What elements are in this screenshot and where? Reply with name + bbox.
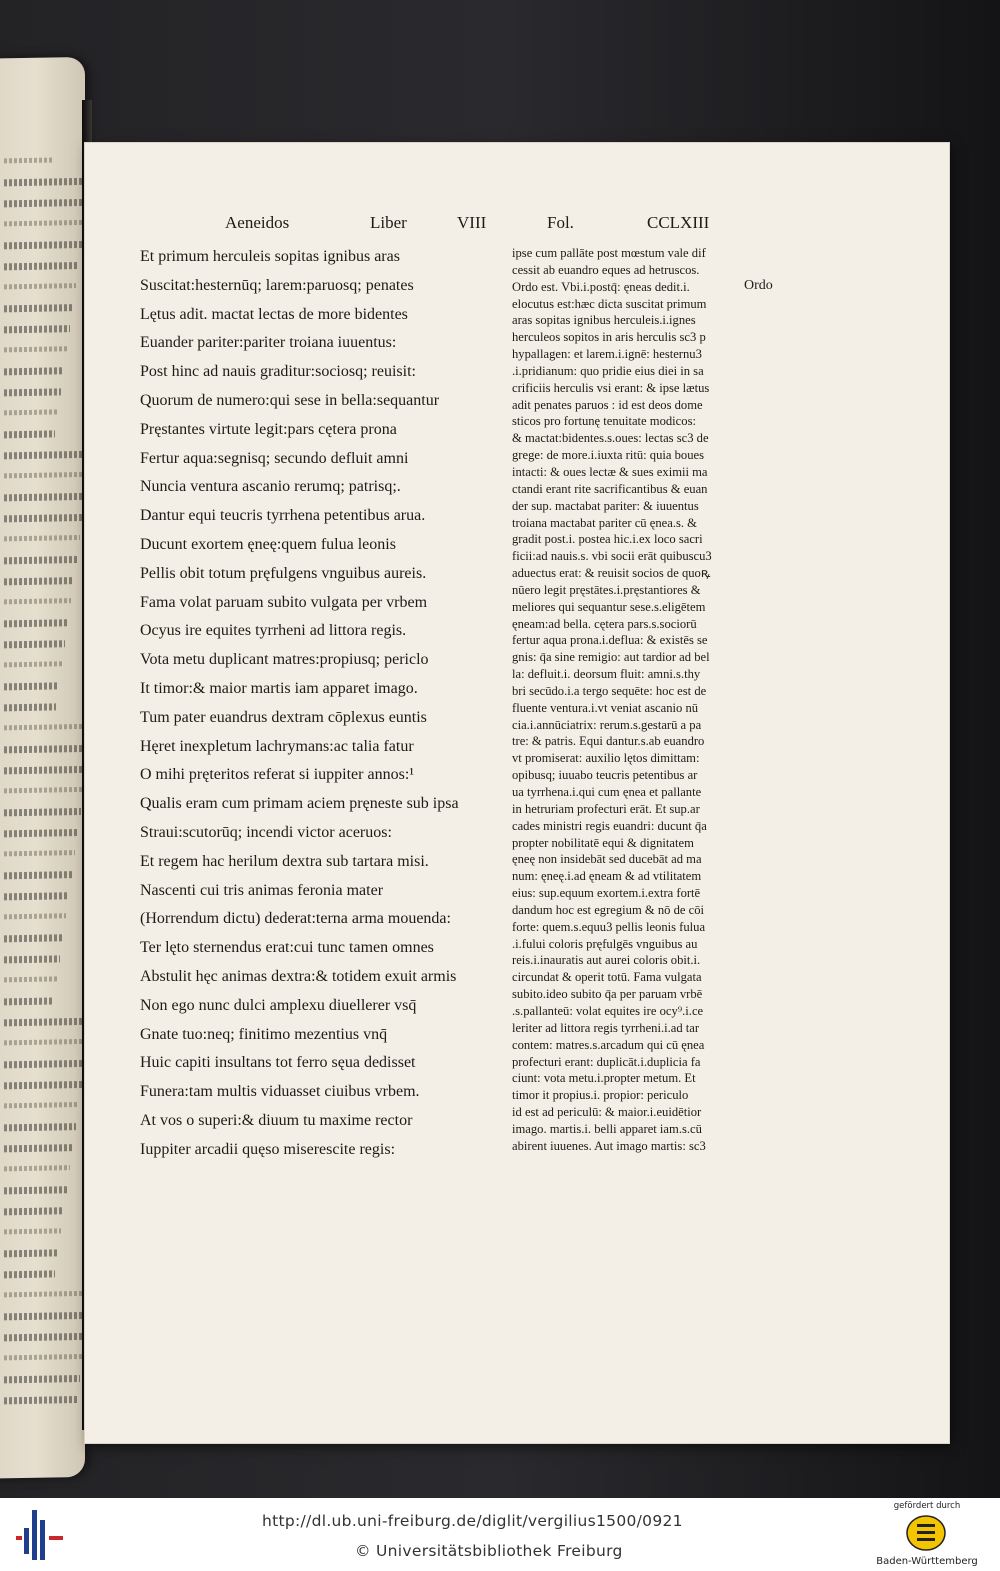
- facing-page-text-fragment: [4, 934, 63, 942]
- facing-page-text-fragment: [4, 766, 87, 774]
- facing-page-text-fragment: [4, 1312, 89, 1320]
- commentary-line: in hetruriam profecturi erāt. Et sup.ar: [512, 801, 700, 816]
- commentary-line: ficii:ad nauis.s. vbi socii erāt quibuscu3: [512, 549, 712, 564]
- verse-line: Fertur aqua:segnisq; secundo defluit amni: [140, 449, 409, 467]
- facing-page-text-fragment: [4, 514, 83, 522]
- facing-page-text-fragment: [4, 640, 65, 648]
- verse-line: O mihi pręteritos referat si iuppiter annos:¹: [140, 766, 415, 784]
- facing-page-text-fragment: [4, 703, 56, 711]
- facing-page-text-fragment: [4, 955, 60, 963]
- facing-page-text-fragment: [4, 241, 82, 249]
- commentary-line: ctandi erant rite sacrificantibus & euan: [512, 481, 708, 496]
- verse-line: Et primum herculeis sopitas ignibus aras: [140, 248, 400, 265]
- facing-page-text-fragment: [4, 199, 88, 207]
- commentary-line: adit penates paruos : id est deos dome: [512, 397, 703, 412]
- header-folio-number: CCLXIII: [647, 213, 710, 232]
- verse-line: Gnate tuo:neq; finitimo mezentius vnq̄: [140, 1025, 388, 1043]
- facing-page-text-fragment: [4, 493, 86, 501]
- verse-line: Hęret inexpletum lachrymans:ac talia fatur: [140, 737, 414, 755]
- verse-line: Ter lęto sternendus erat:cui tunc tamen omnes: [140, 939, 434, 957]
- facing-page-text-fragment: [4, 472, 89, 478]
- commentary-line: circundat & operit totū. Fama vulgata: [512, 970, 702, 985]
- verse-column: [140, 243, 500, 1165]
- facing-page-text-fragment: [4, 556, 77, 564]
- verse-line: Nuncia ventura ascanio rerumq; patrisq;.: [140, 478, 401, 496]
- facing-page-text-fragment: [4, 283, 76, 289]
- facing-page-text-fragment: [4, 682, 59, 690]
- commentary-line: tre: & patris. Equi dantur.s.ab euandro: [512, 734, 705, 749]
- verse-line: Quorum de numero:qui sese in bella:sequantur: [140, 391, 440, 409]
- verse-line: Lętus adit. mactat lectas de more bidentes: [140, 305, 408, 323]
- facing-page-text-fragment: [4, 1144, 73, 1152]
- commentary-line: ipse cum pallāte post mœstum vale dif: [512, 246, 706, 260]
- facing-page-text-fragment: [4, 892, 69, 900]
- verse-line: Qualis eram cum primam aciem pręneste sub ipsa: [140, 795, 459, 813]
- header-book-number: VIII: [457, 213, 487, 232]
- header-liber: Liber: [370, 213, 407, 232]
- commentary-line: id est ad periculū: & maior.i.euidētior: [512, 1105, 702, 1120]
- commentary-line: ęneam:ad bella. cętera pars.s.sociorū: [512, 616, 697, 631]
- copyright-notice: © Universitätsbibliothek Freiburg: [355, 1542, 623, 1560]
- facing-page-text-fragment: [4, 1291, 92, 1298]
- commentary-line: hypallagen: et larem.i.ignē: hesternu3: [512, 347, 702, 362]
- book-page: [85, 143, 949, 1443]
- commentary-line: num: ęneę.i.ad ęneam & ad vtilitatem: [512, 869, 702, 884]
- commentary-line: imago. martis.i. belli apparet iam.s.cū: [512, 1121, 702, 1136]
- facing-page-text-fragment: [4, 430, 55, 438]
- commentary-line: .i.fului coloris pręfulgēs vnguibus au: [512, 936, 698, 951]
- facing-page-text-fragment: [4, 1270, 55, 1278]
- facing-page-text-fragment: [4, 157, 54, 163]
- commentary-line: grege: de more.i.iuxta ritū: quia boues: [512, 448, 704, 463]
- facing-page-text-fragment: [4, 262, 79, 270]
- commentary-line: Ordo est. Vbi.i.postq̄: ęneas dedit.i.: [512, 279, 690, 294]
- facing-page-text-fragment: [4, 1375, 80, 1383]
- running-header: [85, 213, 949, 237]
- commentary-line: gradit post.i. postea hic.i.ex loco sacri: [512, 532, 703, 547]
- margin-note: Ordo: [744, 278, 773, 293]
- facing-page-text-fragment: [4, 976, 57, 982]
- commentary-line: nūero legit pręstātes.i.pręstantiores &: [512, 582, 701, 597]
- facing-page-text-fragment: [4, 850, 75, 856]
- commentary-line: herculeos sopitos in aris herculis sc3 p: [512, 330, 706, 345]
- verse-line: Abstulit hęc animas dextra:& totidem exuit armis: [140, 967, 457, 985]
- facing-page-text-fragment: [4, 1018, 91, 1027]
- facing-page-text-fragment: [4, 577, 74, 585]
- state-crest-icon: [905, 1514, 947, 1552]
- facing-page-text-fragment: [4, 451, 92, 460]
- facing-page-text-fragment: [4, 367, 64, 375]
- facing-page-text-fragment: [4, 1123, 76, 1131]
- facing-page-text-fragment: [4, 1081, 82, 1089]
- permalink-url[interactable]: http://dl.ub.uni-freiburg.de/diglit/vergilius1500/0921: [262, 1512, 683, 1530]
- facing-page-text-fragment: [4, 724, 93, 731]
- facing-page-text-fragment: [4, 304, 73, 312]
- commentary-line: der sup. mactabat pariter: & iuuentus: [512, 498, 699, 513]
- commentary-line: fertur aqua prona.i.deflua: & existēs se: [512, 633, 708, 648]
- facing-page-text-fragment: [4, 598, 71, 604]
- verse-line: Huic capiti insultans tot ferro sęua dedisset: [140, 1054, 416, 1072]
- commentary-line: & mactat:bidentes.s.oues: lectas sc3 de: [512, 431, 709, 446]
- verse-line: Pręstantes virtute legit:pars cętera prona: [140, 420, 397, 438]
- facing-page-text-fragment: [4, 1249, 58, 1257]
- commentary-line: ciunt: vota metu.i.propter metum. Et: [512, 1071, 696, 1086]
- commentary-column: [512, 245, 752, 1155]
- verse-line: Ocyus ire equites tyrrheni ad littora regis.: [140, 622, 407, 640]
- commentary-line: forte: quem.s.equu3 pellis leonis fulua: [512, 919, 706, 934]
- commentary-line: fluente ventura.i.vt veniat ascanio nū: [512, 700, 699, 715]
- sponsor-state: Baden-Württemberg: [876, 1556, 978, 1567]
- commentary-line: cia.i.annūciatrix: rerum.s.gestarū a pa: [512, 717, 702, 732]
- commentary-line: crificiis herculis vsi erant: & ipse lætus: [512, 380, 710, 395]
- verse-line: Straui:scutorūq; incendi victor aceruos:: [140, 823, 392, 841]
- commentary-line: intacti: & oues lectæ & sues eximii ma: [512, 464, 708, 479]
- verse-line: At vos o superi:& diuum tu maxime rector: [140, 1111, 413, 1129]
- verse-line: Nascenti cui tris animas feronia mater: [140, 881, 384, 899]
- verse-line: Non ego nunc dulci amplexu diuellerer vsq̄: [140, 996, 417, 1014]
- sponsor-label: gefördert durch: [893, 1501, 961, 1511]
- library-logo-icon: [16, 1506, 66, 1564]
- facing-page-text-fragment: [4, 220, 85, 226]
- verse-line: Post hinc ad nauis graditur:sociosq; reuisit:: [140, 363, 416, 381]
- facing-page-text-fragment: [4, 1039, 88, 1045]
- commentary-line: opibusq; iuuabo teucris petentibus ar: [512, 768, 698, 783]
- facing-page-text-fragment: [4, 535, 80, 541]
- commentary-line: aduectus erat: & reuisit socios de quoꝶ: [512, 566, 711, 581]
- header-fol: Fol.: [547, 213, 574, 232]
- commentary-line: eius: sup.equum exortem.i.extra fortē: [512, 886, 701, 901]
- commentary-line: cades ministri regis euandri: ducunt q̄a: [512, 818, 707, 833]
- facing-page-text-fragment: [4, 829, 78, 837]
- verse-line: Dantur equi teucris tyrrhena petentibus arua.: [140, 507, 426, 525]
- verse-line: It timor:& maior martis iam apparet imago.: [140, 679, 418, 697]
- verse-line: Ducunt exortem ęneę:quem fulua leonis: [140, 535, 396, 553]
- facing-page-text-fragment: [4, 997, 54, 1005]
- verse-line: Tum pater euandrus dextram cōplexus euntis: [140, 708, 427, 726]
- facing-page-text-fragment: [4, 178, 91, 187]
- verse-line: Pellis obit totum pręfulgens vnguibus aureis.: [140, 564, 427, 582]
- facing-page-text-fragment: [4, 388, 61, 396]
- facing-page-text-fragment: [4, 346, 67, 352]
- commentary-line: .i.pridianum: quo pridie eius diei in sa: [512, 363, 704, 378]
- verse-line: Funera:tam multis viduasset ciuibus vrbem.: [140, 1083, 420, 1101]
- facing-page-text-fragment: [4, 1102, 79, 1108]
- facing-page-text-fragment: [4, 871, 72, 879]
- commentary-line: gnis: q̄a sine remigio: aut tardior ad bel: [512, 650, 710, 665]
- commentary-line: reis.i.inauratis aut aurei coloris obit.i.: [512, 953, 701, 968]
- facing-page-text-fragment: [4, 1396, 77, 1404]
- facing-page-text-fragment: [4, 1333, 86, 1341]
- verse-line: (Horrendum dictu) dederat:terna arma mouenda:: [140, 910, 451, 928]
- facing-page-text-fragment: [4, 1060, 85, 1068]
- facing-page-text-fragment: [4, 325, 70, 333]
- commentary-line: leriter ad littora regis tyrrheni.i.ad tar: [512, 1020, 700, 1035]
- commentary-line: contem: matres.s.arcadum qui cū ęnea: [512, 1037, 705, 1052]
- verse-line: Iuppiter arcadii quęso miserescite regis:: [140, 1140, 396, 1158]
- facing-page-edge: [0, 57, 85, 1479]
- verse-line: Euander pariter:pariter troiana iuuentus:: [140, 334, 397, 352]
- commentary-line: profecturi erant: duplicāt.i.duplicia fa: [512, 1054, 701, 1069]
- commentary-line: timor it propius.i. propior: periculo: [512, 1088, 689, 1103]
- facing-page-text-fragment: [4, 409, 58, 415]
- facing-page-text-fragment: [4, 913, 66, 919]
- commentary-line: vt promiserat: auxilio lętos dimittam:: [512, 751, 700, 766]
- facing-page-text-fragment: [4, 745, 90, 754]
- footer-bar: [0, 1498, 1000, 1571]
- facing-page-text-fragment: [4, 1207, 64, 1215]
- commentary-line: elocutus est:hæc dicta suscitat primum: [512, 296, 707, 311]
- sponsor-block: [862, 1501, 992, 1569]
- commentary-line: subito.ideo subito q̄a per paruam vrbē: [512, 987, 703, 1002]
- facing-page-text-fragment: [4, 787, 84, 793]
- facing-page-text-fragment: [4, 619, 68, 627]
- verse-line: Vota metu duplicant matres:propiusq; periclo: [140, 651, 429, 669]
- commentary-line: la: defluit.i. deorsum fluit: amni.s.thy: [512, 667, 701, 682]
- commentary-line: troiana mactabat pariter cū ęnea.s. &: [512, 515, 697, 530]
- facing-page-text-fragment: [4, 661, 62, 667]
- commentary-line: sticos pro fortunę tenuitate modicos:: [512, 414, 696, 429]
- verse-line: Et regem hac herilum dextra sub tartara misi.: [140, 852, 429, 870]
- verse-line: Suscitat:hesternūq; larem:paruosq; penates: [140, 276, 414, 294]
- facing-page-text-fragment: [4, 1354, 83, 1360]
- commentary-line: meliores qui sequantur sese.s.eligētem: [512, 599, 706, 614]
- commentary-line: cessit ab euandro eques ad hetruscos.: [512, 262, 700, 277]
- facing-page-text-fragment: [4, 1186, 67, 1194]
- commentary-line: abirent iuuenes. Aut imago martis: sc3: [512, 1138, 706, 1153]
- commentary-line: dandum hoc est egregium & nō de cōi: [512, 902, 705, 917]
- header-title: Aeneidos: [225, 213, 290, 232]
- commentary-line: ua tyrrhena.i.qui cum ęnea et pallante: [512, 785, 702, 799]
- commentary-line: propter nobilitatē equi & dignitatem: [512, 835, 694, 850]
- verse-line: Fama volat paruam subito vulgata per vrbem: [140, 593, 428, 611]
- facing-page-text-fragment: [4, 1228, 61, 1234]
- facing-page-text-fragment: [4, 1165, 70, 1171]
- commentary-line: bri secūdo.i.a tergo sequēte: hoc est de: [512, 683, 707, 698]
- commentary-line: aras sopitas ignibus herculeis.i.ignes: [512, 313, 696, 328]
- facing-page-text-fragment: [4, 808, 81, 816]
- commentary-line: .s.pallanteū: volat equites ire ocy⁹.i.ce: [512, 1003, 704, 1018]
- commentary-line: ęneę non insidebāt sed ducebāt ad ma: [512, 852, 702, 867]
